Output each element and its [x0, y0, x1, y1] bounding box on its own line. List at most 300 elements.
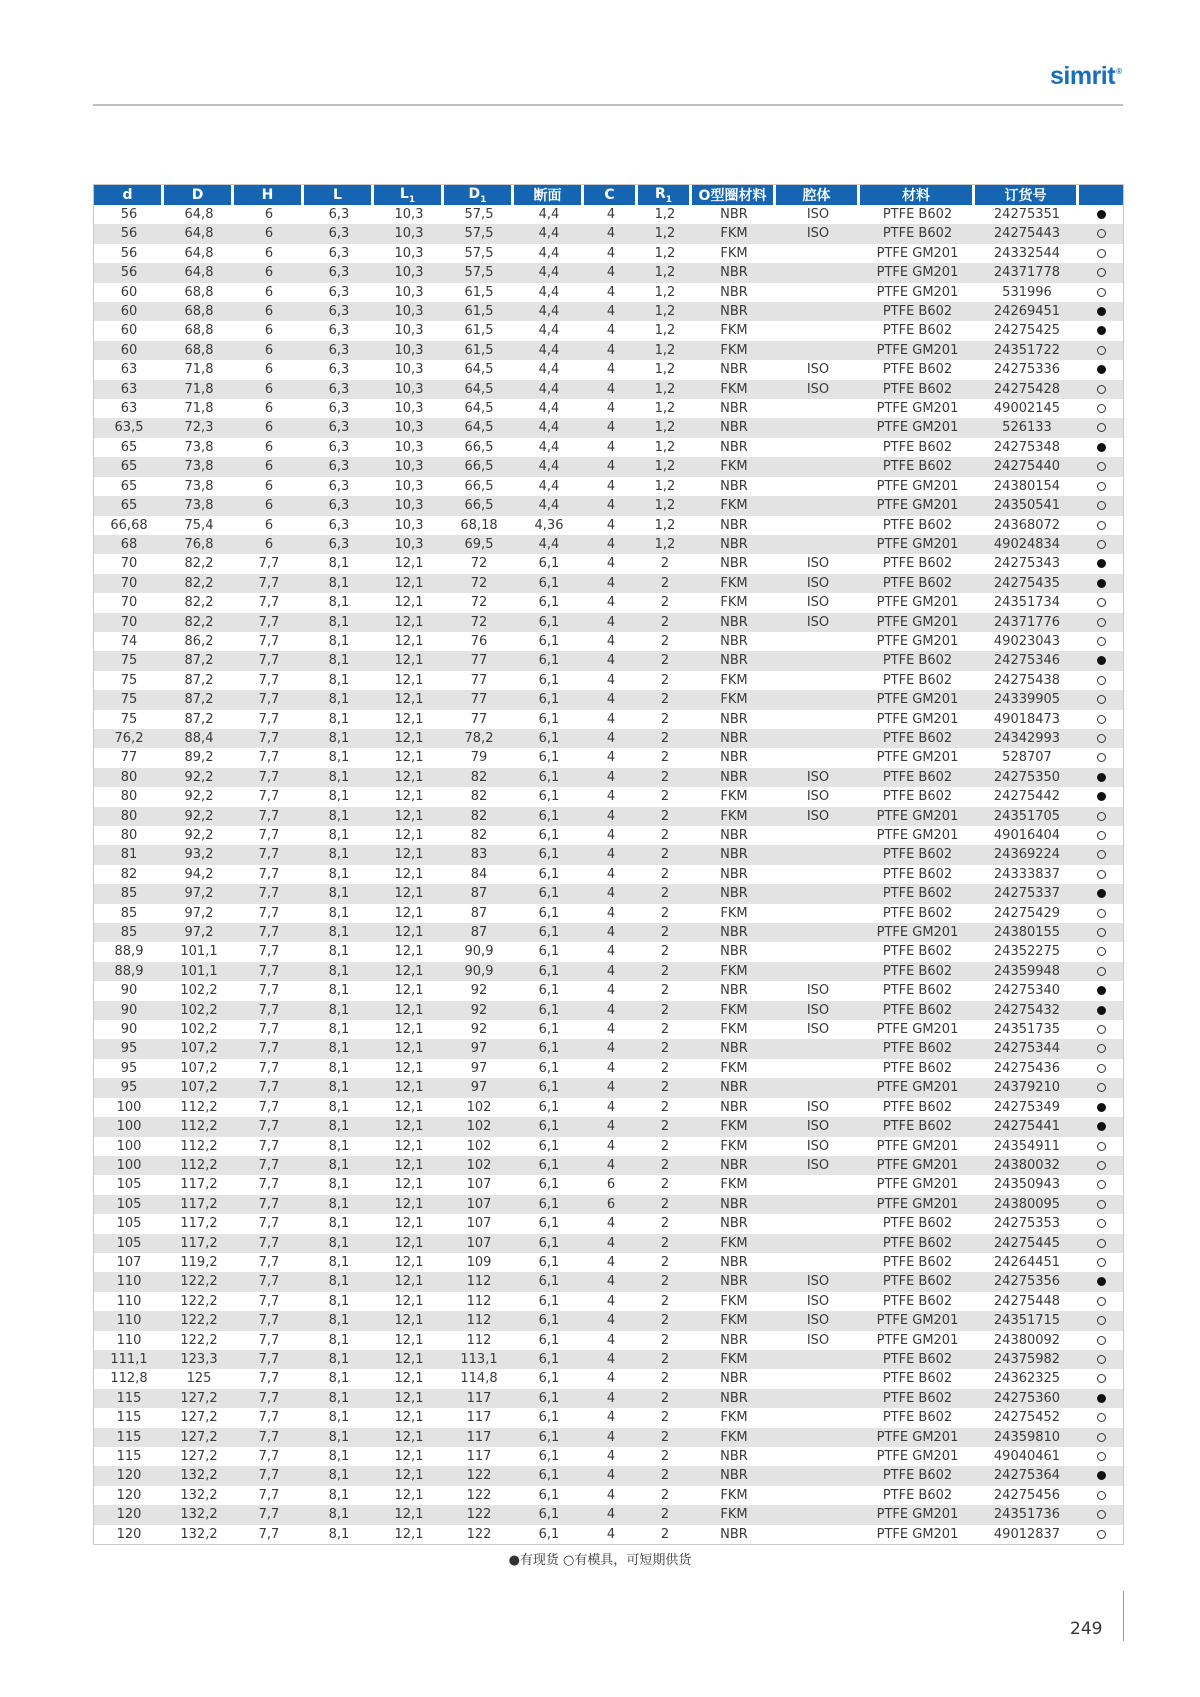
cell-order-number: 49012837: [993, 1526, 1061, 1542]
cell-L: 6,3: [304, 341, 374, 360]
cell-material: PTFE GM201: [860, 1311, 975, 1330]
cell-cavity: [776, 1408, 860, 1427]
cell-D: 73,8: [164, 496, 234, 515]
table-row: [94, 826, 1123, 845]
cell-oring-material: FKM: [692, 1350, 776, 1369]
cell-cavity: [776, 632, 860, 651]
cell-D: 92,2: [164, 807, 234, 826]
in-stock-dot-icon: [1097, 656, 1106, 665]
cell-cavity: ISO: [806, 1099, 830, 1115]
cell-D: 117,2: [180, 1177, 218, 1193]
cell-oring-material: FKM: [692, 574, 776, 593]
cell-H: 7,7: [234, 1350, 304, 1369]
cell-D: 68,8: [164, 302, 234, 321]
registered-mark: ®: [1116, 67, 1122, 76]
cell-availability: [1079, 360, 1123, 379]
cell-D1: 114,8: [460, 1371, 498, 1387]
cell-D1: 61,5: [464, 323, 494, 339]
mold-available-circle-icon: [1097, 288, 1106, 297]
cell-oring-material: FKM: [720, 1293, 748, 1309]
header-rule: [93, 104, 1123, 106]
cell-order-number: 24351705: [975, 807, 1079, 826]
cell-material: PTFE GM201: [860, 807, 975, 826]
mold-available-circle-icon: [1097, 1180, 1106, 1189]
cell-C: 4: [606, 1487, 616, 1503]
cell-R1: 2: [660, 1371, 670, 1387]
cell-R1: 1,2: [654, 245, 676, 261]
cell-section: 4,4: [538, 245, 560, 261]
cell-R1: 2: [638, 1195, 692, 1214]
cell-d: 115: [94, 1389, 164, 1408]
cell-H: 7,7: [234, 884, 304, 903]
cell-d: 65: [94, 457, 164, 476]
cell-L: 8,1: [304, 1311, 374, 1330]
cell-section: 6,1: [538, 1060, 560, 1076]
cell-H: 7,7: [258, 595, 280, 611]
cell-section: 6,1: [514, 768, 584, 787]
cell-D1: 72: [470, 595, 488, 611]
col-d: d: [94, 185, 164, 205]
col-R1: [638, 185, 692, 205]
cell-material: PTFE B602: [860, 651, 975, 670]
cell-d: 80: [94, 768, 164, 787]
cell-D1: 82: [444, 807, 514, 826]
cell-order-number: 528707: [1002, 750, 1052, 766]
cell-L1: 10,3: [394, 245, 424, 261]
cell-material: PTFE B602: [882, 1487, 953, 1503]
cell-section: 4,4: [538, 207, 560, 222]
cell-order-number: 24339905: [975, 690, 1079, 709]
in-stock-dot-icon: [1097, 1103, 1106, 1112]
cell-order-number: 24275343: [993, 556, 1061, 572]
cell-material: PTFE GM201: [860, 613, 975, 632]
cell-cavity: ISO: [776, 807, 860, 826]
cell-oring-material: FKM: [692, 1001, 776, 1020]
cell-material: PTFE B602: [882, 1410, 953, 1426]
table-row: [94, 418, 1123, 437]
cell-availability: [1079, 787, 1123, 806]
cell-L1: 12,1: [374, 1311, 444, 1330]
cell-cavity: ISO: [776, 1117, 860, 1136]
cell-H: 7,7: [258, 1371, 280, 1387]
cell-H: 7,7: [234, 1078, 304, 1097]
table-row: [94, 1408, 1123, 1427]
cell-cavity: [776, 1486, 860, 1505]
cell-H: 7,7: [234, 1195, 304, 1214]
cell-d: 60: [94, 341, 164, 360]
cell-D1: 61,5: [464, 284, 494, 300]
mold-available-circle-icon: [1097, 947, 1106, 956]
cell-section: 4,4: [538, 323, 560, 339]
cell-oring-material: FKM: [692, 457, 776, 476]
cell-D: 101,1: [180, 944, 218, 960]
cell-section: 4,4: [538, 478, 560, 494]
cell-L1: 12,1: [394, 1060, 424, 1076]
cell-d: 110: [116, 1293, 142, 1309]
cell-C: 4: [606, 1138, 616, 1154]
cell-D: 112,2: [164, 1117, 234, 1136]
cell-D1: 57,5: [444, 224, 514, 243]
cell-availability: [1079, 1117, 1123, 1136]
cell-availability: [1079, 923, 1123, 942]
cell-H: 7,7: [258, 1410, 280, 1426]
cell-H: 7,7: [234, 651, 304, 670]
cell-material: PTFE B602: [882, 944, 953, 960]
cell-material: PTFE GM201: [876, 828, 959, 843]
table-row: [94, 1369, 1123, 1388]
cell-oring-material: NBR: [720, 1332, 748, 1348]
cell-oring-material: NBR: [692, 923, 776, 942]
cell-L1: 12,1: [374, 613, 444, 632]
page-number: 249: [1070, 1619, 1103, 1639]
cell-L: 8,1: [328, 1060, 350, 1076]
cell-D: 102,2: [180, 1022, 218, 1038]
cell-L: 8,1: [328, 866, 350, 882]
cell-order-number: 24264451: [993, 1254, 1061, 1270]
cell-R1: 2: [660, 866, 670, 882]
mold-available-circle-icon: [1097, 637, 1106, 646]
cell-availability: [1079, 593, 1123, 612]
cell-cavity: [776, 1428, 860, 1447]
cell-section: 6,1: [538, 1410, 560, 1426]
cell-cavity: [776, 904, 860, 923]
cell-oring-material: NBR: [692, 535, 776, 554]
cell-availability: [1079, 1253, 1123, 1272]
mold-available-circle-icon: [1097, 1336, 1106, 1345]
table-row: [94, 1234, 1123, 1253]
cell-D1: 92: [444, 1001, 514, 1020]
cell-L1: 12,1: [394, 750, 424, 766]
cell-d: 70: [94, 613, 164, 632]
cell-section: 6,1: [514, 1001, 584, 1020]
cell-L1: 12,1: [394, 1371, 424, 1387]
cell-section: 4,4: [514, 341, 584, 360]
col-H: H: [234, 185, 304, 205]
cell-L: 8,1: [304, 574, 374, 593]
cell-C: 4: [606, 323, 616, 339]
cell-C: 4: [606, 633, 616, 649]
cell-D1: 97: [444, 1039, 514, 1058]
cell-D: 112,2: [164, 1156, 234, 1175]
cell-D1: 57,5: [464, 245, 494, 261]
product-table-grid: [94, 185, 1123, 1544]
cell-oring-material: NBR: [720, 866, 748, 882]
cell-C: 4: [584, 923, 638, 942]
cell-cavity: [776, 710, 860, 729]
cell-L1: 12,1: [394, 711, 424, 727]
cell-L: 8,1: [328, 1099, 350, 1115]
table-row: [94, 1292, 1123, 1311]
cell-R1: 1,2: [654, 439, 676, 455]
cell-d: 70: [94, 574, 164, 593]
cell-section: 6,1: [514, 1428, 584, 1447]
cell-C: 6: [584, 1195, 638, 1214]
mold-available-circle-icon: [1097, 967, 1106, 976]
cell-order-number: 24362325: [993, 1371, 1061, 1387]
cell-availability: [1079, 1311, 1123, 1330]
cell-d: 111,1: [94, 1350, 164, 1369]
cell-R1: 2: [638, 884, 692, 903]
cell-D: 132,2: [180, 1526, 218, 1542]
cell-material: PTFE B602: [860, 884, 975, 903]
cell-d: 81: [94, 845, 164, 864]
cell-material: PTFE B602: [860, 1389, 975, 1408]
cell-R1: 2: [638, 1078, 692, 1097]
cell-C: 4: [584, 1078, 638, 1097]
cell-section: 6,1: [514, 690, 584, 709]
cell-R1: 2: [638, 1272, 692, 1291]
table-row: [94, 981, 1123, 1000]
cell-section: 6,1: [538, 983, 560, 999]
cell-D1: 82: [470, 789, 488, 805]
cell-order-number: 24275350: [975, 768, 1079, 787]
table-row: [94, 1486, 1123, 1505]
cell-C: 4: [584, 1505, 638, 1524]
cell-L: 6,3: [304, 418, 374, 437]
cell-L: 6,3: [328, 439, 350, 455]
cell-D1: 92: [470, 983, 488, 999]
cell-cavity: [776, 1059, 860, 1078]
cell-order-number: 24275340: [993, 983, 1061, 999]
cell-L1: 12,1: [394, 1487, 424, 1503]
cell-availability: [1079, 1369, 1123, 1388]
cell-section: 4,4: [514, 535, 584, 554]
cell-R1: 1,2: [638, 263, 692, 282]
cell-D: 82,2: [184, 556, 214, 572]
col-L1-label: $L_1$: [399, 185, 416, 205]
cell-L1: 12,1: [394, 556, 424, 572]
cell-H: 6: [234, 302, 304, 321]
cell-H: 7,7: [234, 1311, 304, 1330]
cell-L1: 12,1: [374, 1156, 444, 1175]
cell-d: 68: [94, 535, 164, 554]
cell-R1: 2: [638, 923, 692, 942]
cell-L: 8,1: [328, 1332, 350, 1348]
cell-oring-material: NBR: [720, 750, 748, 766]
cell-L: 8,1: [328, 672, 350, 688]
cell-C: 4: [606, 478, 616, 494]
cell-R1: 2: [660, 1216, 670, 1232]
cell-D1: 66,5: [464, 439, 494, 455]
cell-d: 85: [120, 905, 138, 921]
cell-D1: 87: [444, 884, 514, 903]
cell-material: PTFE B602: [860, 729, 975, 748]
cell-oring-material: FKM: [720, 1138, 748, 1154]
cell-D: 127,2: [180, 1449, 218, 1464]
cell-L1: 10,3: [374, 341, 444, 360]
cell-cavity: ISO: [806, 1332, 830, 1348]
cell-R1: 2: [638, 1311, 692, 1330]
cell-availability: [1079, 865, 1123, 884]
cell-L1: 12,1: [394, 789, 424, 805]
cell-L1: 12,1: [374, 1505, 444, 1524]
cell-oring-material: FKM: [692, 224, 776, 243]
cell-cavity: [776, 244, 860, 263]
mold-available-circle-icon: [1097, 812, 1106, 821]
cell-C: 4: [584, 224, 638, 243]
cell-availability: [1079, 1408, 1123, 1427]
cell-D: 122,2: [180, 1332, 218, 1348]
cell-D1: 97: [444, 1078, 514, 1097]
cell-D: 94,2: [184, 866, 214, 882]
cell-R1: 1,2: [638, 418, 692, 437]
cell-availability: [1079, 1001, 1123, 1020]
cell-order-number: 24275337: [975, 884, 1079, 903]
cell-L: 8,1: [304, 1117, 374, 1136]
table-row: [94, 1447, 1123, 1466]
cell-C: 4: [584, 768, 638, 787]
cell-availability: [1079, 826, 1123, 845]
cell-material: PTFE B602: [882, 1060, 953, 1076]
cell-L1: 12,1: [374, 1039, 444, 1058]
cell-availability: [1079, 535, 1123, 554]
mold-available-circle-icon: [1097, 268, 1106, 277]
cell-order-number: 49040461: [993, 1449, 1061, 1464]
cell-material: PTFE GM201: [860, 1156, 975, 1175]
cell-order-number: 24371776: [975, 613, 1079, 632]
cell-availability: [1079, 1214, 1123, 1233]
cell-order-number: 24380155: [975, 923, 1079, 942]
cell-d: 75: [94, 690, 164, 709]
cell-L1: 12,1: [394, 1022, 424, 1038]
cell-d: 76,2: [94, 729, 164, 748]
cell-C: 4: [606, 207, 616, 222]
cell-oring-material: NBR: [692, 418, 776, 437]
cell-section: 6,1: [514, 613, 584, 632]
cell-section: 6,1: [514, 1389, 584, 1408]
cell-H: 7,7: [234, 1389, 304, 1408]
table-row: [94, 1137, 1123, 1156]
table-row: [94, 380, 1123, 399]
cell-order-number: 24351722: [975, 341, 1079, 360]
table-row: [94, 1059, 1123, 1078]
cell-L: 8,1: [304, 613, 374, 632]
cell-cavity: [776, 1466, 860, 1485]
cell-cavity: [776, 1389, 860, 1408]
cell-C: 4: [584, 380, 638, 399]
cell-d: 80: [120, 828, 138, 843]
cell-d: 60: [120, 284, 138, 300]
cell-L: 8,1: [328, 556, 350, 572]
cell-D: 122,2: [180, 1293, 218, 1309]
cell-cavity: [776, 865, 860, 884]
cell-order-number: 24275360: [975, 1389, 1079, 1408]
cell-section: 6,1: [538, 633, 560, 649]
cell-D: 68,8: [164, 341, 234, 360]
cell-availability: [1079, 574, 1123, 593]
cell-L1: 12,1: [394, 1216, 424, 1232]
cell-D: 127,2: [164, 1428, 234, 1447]
cell-section: 6,1: [538, 1293, 560, 1309]
cell-availability: [1079, 438, 1123, 457]
cell-C: 4: [584, 341, 638, 360]
cell-R1: 2: [660, 1526, 670, 1542]
cell-R1: 2: [660, 1293, 670, 1309]
table-row: [94, 535, 1123, 554]
cell-D1: 66,5: [464, 478, 494, 494]
cell-D1: 122: [466, 1526, 492, 1542]
mold-available-circle-icon: [1097, 482, 1106, 491]
table-row: [94, 690, 1123, 709]
cell-material: PTFE B602: [882, 905, 953, 921]
cell-section: 6,1: [538, 556, 560, 572]
cell-H: 6: [234, 224, 304, 243]
cell-L1: 12,1: [374, 1078, 444, 1097]
cell-material: PTFE B602: [882, 866, 953, 882]
cell-order-number: 24275349: [993, 1099, 1061, 1115]
cell-H: 7,7: [258, 789, 280, 805]
cell-R1: 2: [638, 1505, 692, 1524]
cell-C: 4: [584, 1466, 638, 1485]
cell-section: 4,4: [514, 263, 584, 282]
cell-C: 4: [584, 845, 638, 864]
cell-D1: 112: [444, 1272, 514, 1291]
cell-cavity: ISO: [806, 789, 830, 805]
cell-L: 8,1: [328, 1449, 350, 1464]
cell-D: 92,2: [164, 768, 234, 787]
cell-section: 6,1: [538, 672, 560, 688]
table-row: [94, 1350, 1123, 1369]
cell-section: 6,1: [514, 651, 584, 670]
cell-availability: [1079, 981, 1123, 1000]
cell-R1: 2: [660, 1099, 670, 1115]
cell-D1: 66,5: [444, 457, 514, 476]
cell-oring-material: NBR: [692, 1156, 776, 1175]
cell-D: 127,2: [164, 1389, 234, 1408]
cell-oring-material: NBR: [692, 729, 776, 748]
cell-L: 8,1: [304, 690, 374, 709]
mold-available-circle-icon: [1097, 423, 1106, 432]
table-row: [94, 593, 1123, 612]
cell-material: PTFE B602: [860, 1001, 975, 1020]
mold-available-circle-icon: [1097, 928, 1106, 937]
cell-D: 68,8: [184, 323, 214, 339]
mold-available-circle-icon: [1097, 1510, 1106, 1519]
cell-D: 73,8: [184, 478, 214, 494]
mold-available-circle-icon: [1097, 1374, 1106, 1383]
cell-order-number: 24275445: [975, 1234, 1079, 1253]
cell-d: 77: [120, 750, 138, 766]
cell-L: 6,3: [328, 362, 350, 378]
cell-material: PTFE B602: [860, 962, 975, 981]
cell-oring-material: NBR: [720, 207, 748, 222]
cell-d: 85: [94, 884, 164, 903]
cell-L: 8,1: [328, 905, 350, 921]
mold-available-circle-icon: [1097, 1452, 1106, 1461]
cell-H: 7,7: [258, 1177, 280, 1193]
cell-C: 4: [606, 1254, 616, 1270]
cell-availability: [1079, 321, 1123, 340]
cell-D1: 107: [466, 1177, 492, 1193]
cell-availability: [1079, 671, 1123, 690]
cell-L: 8,1: [328, 1293, 350, 1309]
cell-cavity: ISO: [776, 768, 860, 787]
cell-oring-material: FKM: [692, 1234, 776, 1253]
mold-available-circle-icon: [1097, 676, 1106, 685]
cell-cavity: [776, 477, 860, 496]
cell-L1: 12,1: [374, 1428, 444, 1447]
cell-D1: 82: [470, 828, 488, 843]
col-D1: [444, 185, 514, 205]
cell-d: 95: [94, 1078, 164, 1097]
table-row: [94, 1020, 1123, 1039]
cell-oring-material: NBR: [692, 613, 776, 632]
cell-R1: 2: [638, 574, 692, 593]
cell-cavity: ISO: [776, 224, 860, 243]
cell-D: 107,2: [180, 1060, 218, 1076]
cell-d: 56: [94, 263, 164, 282]
table-row: [94, 671, 1123, 690]
